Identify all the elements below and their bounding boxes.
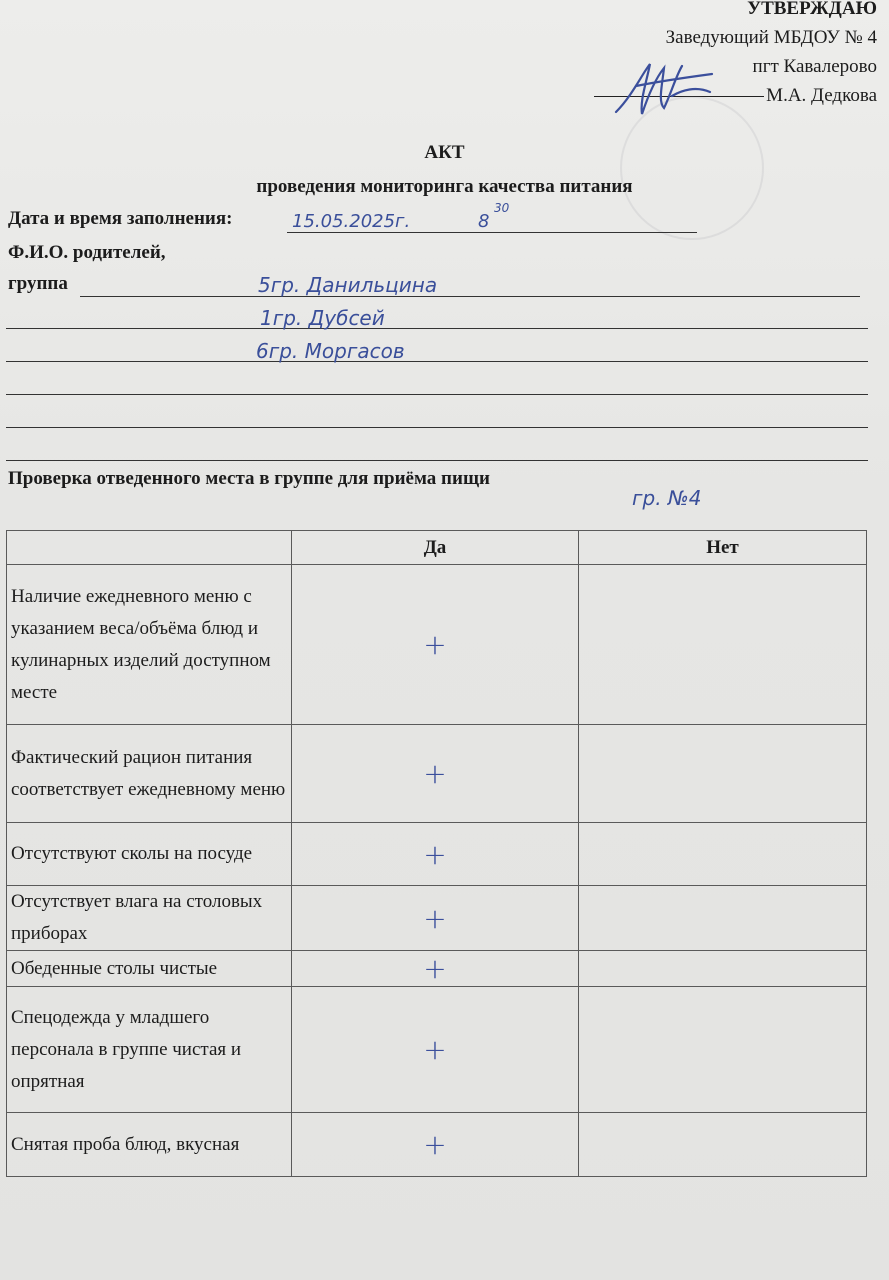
criterion-cell: Фактический рацион питания соответствует ежедневному меню	[7, 725, 292, 823]
table-header-row	[7, 531, 867, 565]
criterion-cell: Снятая проба блюд, вкусная	[7, 1113, 292, 1177]
criterion-cell: Отсутствует влага на столовых приборах	[7, 886, 292, 951]
table-row	[7, 565, 867, 725]
table-row	[7, 951, 867, 987]
table-row	[7, 725, 867, 823]
criterion-cell: Обеденные столы чистые	[7, 951, 292, 987]
parent-entry: 1гр. Дубсей	[260, 306, 385, 330]
date-value: 15.05.2025г.	[292, 211, 411, 232]
blank-line-3	[6, 394, 868, 395]
group-line	[80, 296, 860, 297]
signature-icon	[612, 56, 722, 120]
yes-mark: +	[423, 1128, 447, 1161]
header-cell	[7, 531, 292, 565]
checklist-table	[6, 530, 867, 1177]
yes-mark: +	[423, 901, 447, 935]
blank-line-4	[6, 427, 868, 428]
document-subtitle: проведения мониторинга качества питания	[256, 176, 633, 197]
header-no: Нет	[579, 531, 867, 565]
approval-location: пгт Кавалерово	[752, 56, 877, 77]
criterion-cell: Отсутствуют сколы на посуде	[7, 823, 292, 886]
table-row	[7, 823, 867, 886]
header-yes: Да	[292, 531, 579, 565]
blank-line-1	[6, 328, 868, 329]
yes-mark: +	[423, 837, 447, 871]
time-value: 8	[478, 211, 490, 232]
parent-entry: 5гр. Данильцина	[258, 273, 438, 297]
time-minutes: 30	[494, 201, 510, 215]
yes-mark: +	[423, 952, 447, 985]
date-label: Дата и время заполнения:	[8, 208, 233, 229]
approval-title: УТВЕРЖДАЮ	[747, 0, 877, 19]
group-note: гр. №4	[632, 486, 702, 510]
blank-line-2	[6, 361, 868, 362]
criterion-cell: Спецодежда у младшего персонала в группе чистая и опрятная	[7, 987, 292, 1113]
yes-mark: +	[423, 757, 447, 790]
approval-name: М.А. Дедкова	[766, 85, 877, 106]
parent-entry: 6гр. Моргасов	[256, 339, 405, 363]
document-title: АКТ	[424, 142, 465, 163]
group-label: группа	[8, 273, 68, 294]
blank-line-5	[6, 460, 868, 461]
table-row	[7, 1113, 867, 1177]
date-line	[287, 232, 697, 233]
approval-position: Заведующий МБДОУ № 4	[665, 27, 877, 48]
parents-label: Ф.И.О. родителей,	[8, 242, 166, 263]
yes-mark: +	[423, 628, 447, 661]
table-row	[7, 987, 867, 1113]
yes-mark: +	[423, 1033, 447, 1066]
criterion-cell: Наличие ежедневного меню с указанием веса/объёма блюд и кулинарных изделий доступном месте	[7, 565, 292, 725]
table-row	[7, 886, 867, 951]
section-title: Проверка отведенного места в группе для приёма пищи	[8, 468, 490, 489]
